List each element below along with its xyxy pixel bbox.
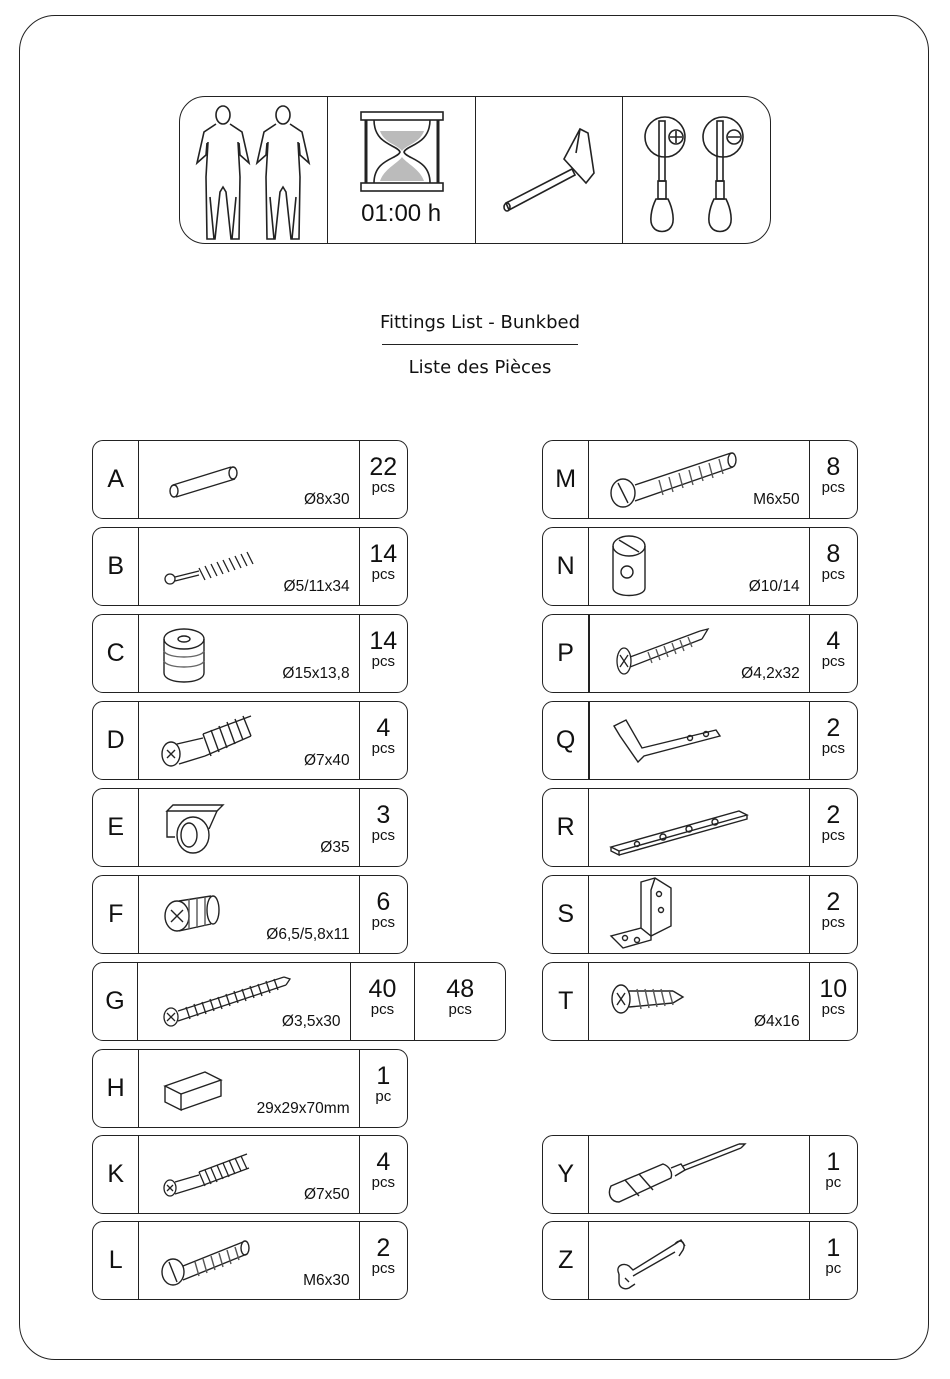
quantity-unit: pcs bbox=[821, 479, 845, 496]
fitting-quantity bbox=[810, 702, 857, 779]
quantity-unit: pcs bbox=[371, 1174, 395, 1191]
fitting-letter: L bbox=[93, 1222, 139, 1299]
fitting-letter: M bbox=[543, 441, 589, 518]
document-titles bbox=[350, 308, 610, 383]
fitting-row-n bbox=[542, 527, 858, 606]
fitting-picture bbox=[139, 1050, 359, 1127]
quantity-unit: pcs bbox=[821, 1001, 845, 1018]
quantity-number: 2 bbox=[826, 801, 841, 829]
fitting-dimension: Ø6,5/5,8x11 bbox=[266, 926, 350, 943]
fitting-picture bbox=[589, 876, 809, 953]
hook-bracket-icon bbox=[590, 702, 812, 781]
fitting-row-k bbox=[92, 1135, 408, 1214]
fitting-letter: D bbox=[93, 702, 139, 779]
fitting-picture bbox=[589, 441, 809, 518]
quantity-number: 14 bbox=[369, 627, 398, 655]
quantity-unit: pcs bbox=[371, 740, 395, 757]
fitting-picture bbox=[589, 528, 809, 605]
fitting-row-t bbox=[542, 962, 858, 1041]
fitting-letter: K bbox=[93, 1136, 139, 1213]
fitting-letter: S bbox=[543, 876, 589, 953]
fitting-picture bbox=[589, 963, 809, 1040]
fitting-quantity bbox=[360, 441, 407, 518]
fitting-letter: B bbox=[93, 528, 139, 605]
fitting-picture bbox=[139, 528, 359, 605]
fitting-row-h bbox=[92, 1049, 408, 1128]
fitting-quantity bbox=[810, 963, 857, 1040]
quantity-unit: pcs bbox=[371, 479, 395, 496]
quantity-number: 1 bbox=[376, 1062, 391, 1090]
fitting-letter: C bbox=[93, 615, 139, 692]
quantity-unit: pc bbox=[375, 1088, 392, 1105]
fitting-picture bbox=[589, 1222, 809, 1299]
fitting-dimension: Ø4,2x32 bbox=[741, 665, 800, 682]
tools-cell bbox=[623, 97, 770, 243]
fitting-quantity bbox=[810, 615, 857, 692]
hourglass-icon bbox=[328, 97, 476, 197]
fitting-row-y bbox=[542, 1135, 858, 1214]
fitting-dimension: 29x29x70mm bbox=[256, 1100, 350, 1117]
title-english: Fittings List - Bunkbed bbox=[379, 312, 580, 333]
assembly-info-strip bbox=[179, 96, 771, 244]
quantity-number: 1 bbox=[826, 1234, 841, 1262]
flat-plate-icon bbox=[589, 789, 811, 868]
fitting-row-z bbox=[542, 1221, 858, 1300]
quantity-unit: pcs bbox=[821, 566, 845, 583]
fitting-row-e bbox=[92, 788, 408, 867]
fitting-row-b bbox=[92, 527, 408, 606]
fitting-row-s bbox=[542, 875, 858, 954]
fitting-quantity-alt bbox=[415, 963, 505, 1040]
fitting-letter: N bbox=[543, 528, 589, 605]
people-cell bbox=[180, 97, 328, 243]
fitting-dimension: Ø8x30 bbox=[303, 491, 350, 508]
quantity-unit: pcs bbox=[371, 827, 395, 844]
fitting-row-p bbox=[542, 614, 858, 693]
quantity-number: 4 bbox=[376, 1148, 391, 1176]
quantity-number: 22 bbox=[369, 453, 398, 481]
fitting-quantity bbox=[360, 1050, 407, 1127]
fitting-row-l bbox=[92, 1221, 408, 1300]
quantity-number: 2 bbox=[376, 1234, 391, 1262]
quantity-number-alt: 48 bbox=[446, 975, 475, 1003]
fitting-letter: Z bbox=[543, 1222, 589, 1299]
fitting-quantity bbox=[810, 1222, 857, 1299]
fitting-quantity bbox=[360, 1222, 407, 1299]
title-divider bbox=[382, 344, 578, 345]
quantity-unit: pcs bbox=[821, 653, 846, 670]
quantity-number: 6 bbox=[376, 888, 391, 916]
fitting-quantity bbox=[810, 441, 857, 518]
fitting-picture bbox=[139, 702, 359, 779]
allen-key-icon bbox=[589, 1222, 811, 1301]
fitting-letter: G bbox=[93, 963, 138, 1040]
fitting-row-c bbox=[92, 614, 408, 693]
fitting-quantity bbox=[810, 1136, 857, 1213]
fitting-quantity bbox=[810, 528, 857, 605]
fitting-dimension: M6x30 bbox=[303, 1272, 350, 1289]
fitting-dimension: Ø5/11x34 bbox=[283, 578, 350, 595]
fitting-picture bbox=[589, 614, 809, 693]
fitting-letter: P bbox=[543, 615, 589, 692]
quantity-number: 10 bbox=[819, 975, 848, 1003]
fitting-row-d bbox=[92, 701, 408, 780]
quantity-unit: pcs bbox=[821, 740, 846, 757]
screwdriver-icon bbox=[589, 1136, 811, 1215]
fitting-quantity bbox=[360, 702, 407, 779]
quantity-number: 3 bbox=[376, 801, 391, 829]
fitting-picture bbox=[139, 441, 359, 518]
fitting-letter: A bbox=[93, 441, 139, 518]
fitting-dimension: Ø7x50 bbox=[303, 1186, 350, 1203]
fitting-dimension: Ø35 bbox=[320, 839, 350, 856]
fitting-picture bbox=[138, 963, 351, 1040]
fitting-quantity bbox=[360, 789, 407, 866]
fitting-picture bbox=[589, 789, 809, 866]
quantity-number: 14 bbox=[369, 540, 398, 568]
time-cell bbox=[328, 97, 476, 243]
quantity-unit: pcs bbox=[371, 566, 395, 583]
angle-bracket-icon bbox=[589, 876, 811, 955]
fitting-dimension: Ø15x13,8 bbox=[282, 665, 350, 682]
title-french: Liste des Pièces bbox=[408, 357, 552, 378]
quantity-unit: pc bbox=[825, 1174, 842, 1191]
fitting-picture bbox=[589, 1136, 809, 1213]
fitting-row-m bbox=[542, 440, 858, 519]
fitting-dimension: M6x50 bbox=[753, 491, 800, 508]
quantity-unit: pcs bbox=[821, 827, 845, 844]
fitting-dimension: Ø10/14 bbox=[748, 578, 800, 595]
screwdrivers-icon bbox=[623, 97, 771, 244]
fitting-quantity bbox=[351, 963, 416, 1040]
hammer-icon bbox=[476, 97, 624, 244]
quantity-unit: pcs bbox=[371, 653, 395, 670]
fitting-picture bbox=[589, 701, 809, 780]
fitting-row-g bbox=[92, 962, 506, 1041]
quantity-unit: pcs bbox=[371, 1260, 395, 1277]
fitting-row-q bbox=[542, 701, 858, 780]
fitting-letter: E bbox=[93, 789, 139, 866]
fitting-quantity bbox=[810, 876, 857, 953]
fitting-quantity bbox=[360, 876, 407, 953]
fitting-row-r bbox=[542, 788, 858, 867]
fitting-dimension: Ø7x40 bbox=[303, 752, 350, 769]
fitting-quantity bbox=[810, 789, 857, 866]
fitting-dimension: Ø3,5x30 bbox=[281, 1013, 341, 1030]
quantity-number: 2 bbox=[826, 714, 841, 742]
quantity-unit: pcs bbox=[370, 1001, 395, 1018]
fitting-letter: H bbox=[93, 1050, 139, 1127]
quantity-number: 4 bbox=[376, 714, 391, 742]
fitting-letter: R bbox=[543, 789, 589, 866]
two-persons-icon bbox=[180, 97, 328, 244]
fitting-letter: T bbox=[543, 963, 589, 1040]
fitting-row-f bbox=[92, 875, 408, 954]
assembly-time: 01:00 h bbox=[361, 200, 442, 227]
quantity-number: 40 bbox=[368, 975, 397, 1003]
fitting-dimension: Ø4x16 bbox=[753, 1013, 800, 1030]
fitting-picture bbox=[139, 1222, 359, 1299]
fitting-picture bbox=[139, 876, 359, 953]
quantity-number: 1 bbox=[826, 1148, 841, 1176]
quantity-number: 8 bbox=[826, 540, 841, 568]
fitting-row-a bbox=[92, 440, 408, 519]
fitting-quantity bbox=[360, 615, 407, 692]
fitting-letter: Y bbox=[543, 1136, 589, 1213]
fitting-picture bbox=[139, 1136, 359, 1213]
fitting-picture bbox=[139, 789, 359, 866]
quantity-number: 2 bbox=[826, 888, 841, 916]
fitting-picture bbox=[139, 615, 359, 692]
quantity-unit-alt: pcs bbox=[448, 1001, 472, 1018]
fitting-quantity bbox=[360, 1136, 407, 1213]
fitting-letter: Q bbox=[543, 702, 589, 779]
quantity-number: 8 bbox=[826, 453, 841, 481]
fitting-letter: F bbox=[93, 876, 139, 953]
quantity-unit: pc bbox=[825, 1260, 842, 1277]
hammer-cell bbox=[476, 97, 624, 243]
quantity-unit: pcs bbox=[371, 914, 395, 931]
quantity-unit: pcs bbox=[821, 914, 845, 931]
quantity-number: 4 bbox=[826, 627, 841, 655]
fitting-quantity bbox=[360, 528, 407, 605]
